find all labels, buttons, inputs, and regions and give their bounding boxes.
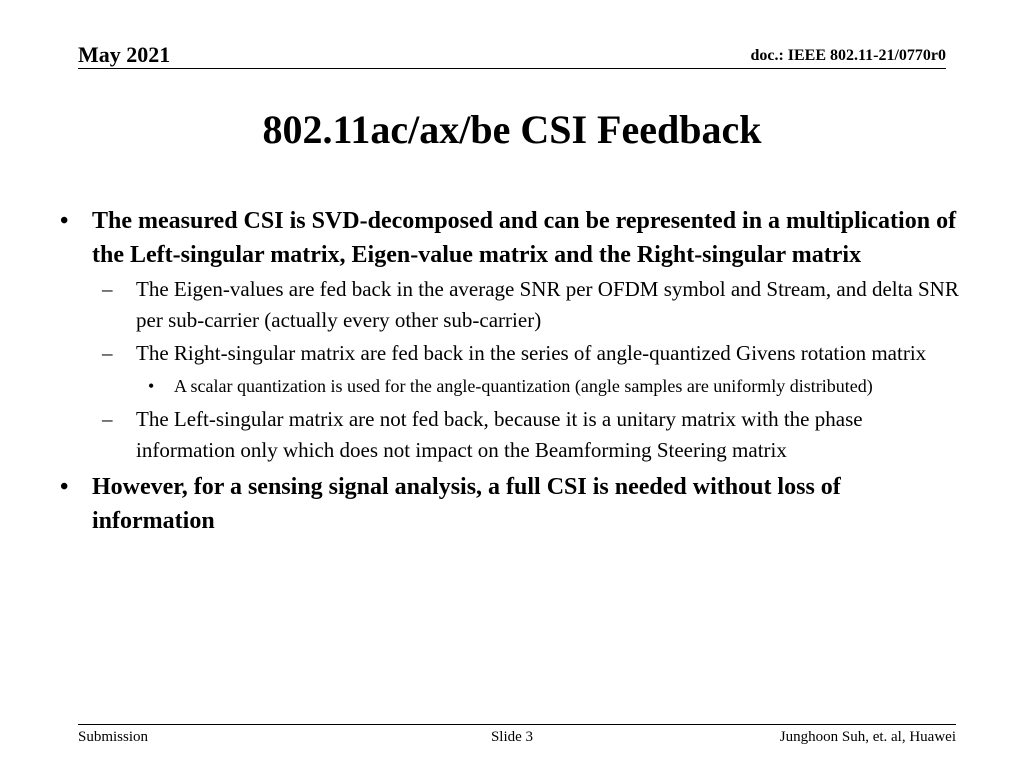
bullet-1-sub-1 xyxy=(102,274,960,336)
bullet-marker: • xyxy=(148,376,155,396)
header-doc-id: doc.: IEEE 802.11-21/0770r0 xyxy=(750,47,946,64)
footer-rule xyxy=(78,724,956,725)
footer-slide-number: Slide 3 xyxy=(490,729,534,745)
bullet-1-sub-3 xyxy=(102,404,960,466)
footer-authors: Junghoon Suh, et. al, Huawei xyxy=(779,729,956,745)
bullet-1-text: The measured CSI is SVD-decomposed and can be represented in a multiplication of the Left-singular matrix, Eigen-value matrix and the Right-singular matrix xyxy=(92,208,957,268)
slide-body xyxy=(60,204,960,538)
bullet-2-text: However, for a sensing signal analysis, a full CSI is needed without loss of information xyxy=(92,474,841,534)
bullet-1-sub-1-text: The Eigen-values are fed back in the average SNR per OFDM symbol and Stream, and delta SNR per sub-carrier (actually every other sub-carrier) xyxy=(136,277,959,332)
dash-marker: – xyxy=(102,341,113,365)
bullet-1-sub-2 xyxy=(102,338,960,369)
dash-marker: – xyxy=(102,407,113,431)
bullet-1-sub-2-item-1 xyxy=(148,373,960,400)
header-rule xyxy=(78,68,946,69)
footer-submission: Submission xyxy=(78,729,149,745)
bullet-marker: • xyxy=(60,474,69,500)
dash-marker: – xyxy=(102,277,113,301)
slide-title: 802.11ac/ax/be CSI Feedback xyxy=(262,107,762,152)
bullet-1-sub-2-item-1-text: A scalar quantization is used for the angle-quantization (angle samples are uniformly distributed) xyxy=(174,376,873,396)
bullet-1-sub-3-text: The Left-singular matrix are not fed back, because it is a unitary matrix with the phase information only which does not impact on the Beamforming Steering matrix xyxy=(136,407,863,462)
header-date: May 2021 xyxy=(78,42,171,67)
bullet-1 xyxy=(60,204,960,272)
bullet-2 xyxy=(60,470,960,538)
bullet-marker: • xyxy=(60,208,69,234)
bullet-1-sub-2-text: The Right-singular matrix are fed back in the series of angle-quantized Givens rotation matrix xyxy=(136,341,927,365)
